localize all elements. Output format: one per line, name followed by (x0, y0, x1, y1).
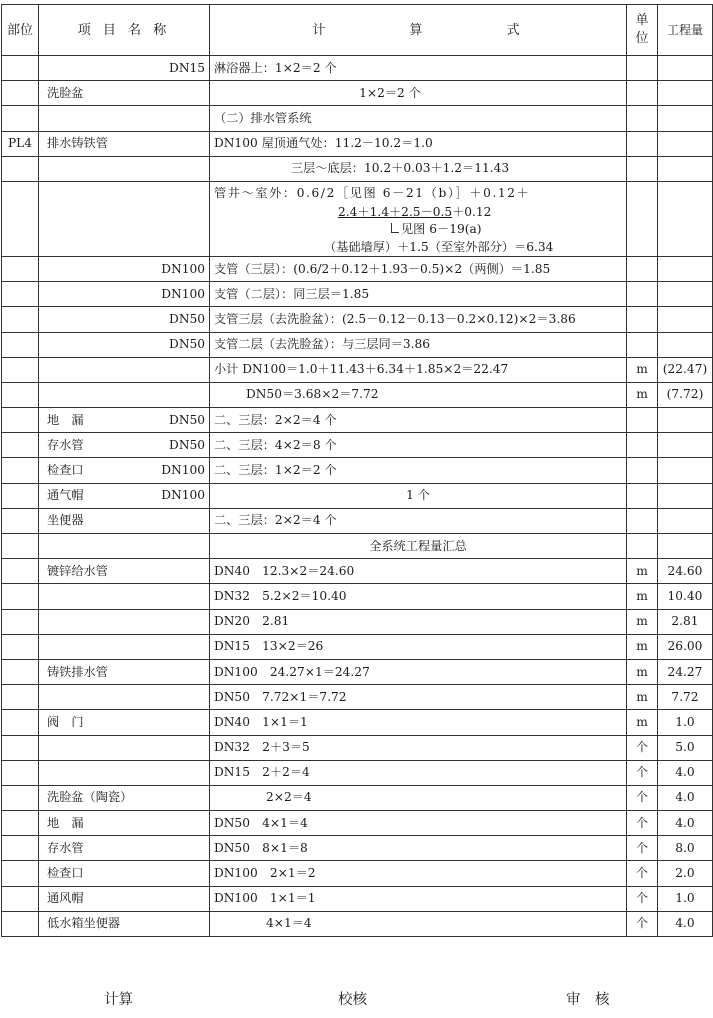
cell-item-name (39, 357, 210, 382)
cell-calculation: 小计 DN100＝1.0＋11.43＋6.34＋1.85×2＝22.47 (210, 357, 627, 382)
cell-calculation: 支管二层（去洗脸盆）：与三层同＝3.86 (210, 332, 627, 357)
table-row (2, 458, 713, 483)
cell-unit: m (627, 584, 658, 609)
cell-quantity: 24.27 (658, 659, 713, 684)
table-row (2, 433, 713, 458)
item-name-wrap (43, 513, 205, 528)
item-spec: DN50 (169, 412, 205, 427)
table-row (2, 760, 713, 785)
cell-unit (627, 56, 658, 81)
cell-item-name (39, 559, 210, 584)
table-row (2, 357, 713, 382)
table-row (2, 534, 713, 559)
cell-calculation: 三层～底层：10.2＋0.03＋1.2＝11.43 (210, 156, 627, 181)
item-spec: DN15 (169, 60, 205, 75)
item-name: 阀 门 (47, 714, 84, 729)
cell-calculation: DN100 1×1＝1 (210, 886, 627, 911)
cell-calculation: 二、三层：1×2＝2 个 (210, 458, 627, 483)
item-spec: DN50 (169, 311, 205, 326)
item-name (43, 312, 47, 327)
cell-unit: m (627, 710, 658, 735)
cell-quantity: 4.0 (658, 760, 713, 785)
cell-quantity: 1.0 (658, 886, 713, 911)
item-spec: DN100 (161, 286, 205, 301)
cell-unit: m (627, 559, 658, 584)
cell-item-name (39, 282, 210, 307)
cell-item-name (39, 735, 210, 760)
cell-quantity: 5.0 (658, 735, 713, 760)
table-header-row (2, 5, 713, 56)
item-name-wrap (43, 463, 205, 478)
item-name-wrap (43, 715, 205, 730)
cell-item-name (39, 106, 210, 131)
cell-calculation: DN50 7.72×1＝7.72 (210, 685, 627, 710)
item-name-wrap (43, 665, 205, 680)
cell-unit: 个 (627, 735, 658, 760)
cell-quantity: 2.0 (658, 861, 713, 886)
cell-unit (627, 332, 658, 357)
cell-calculation: DN50 4×1＝4 (210, 811, 627, 836)
item-name-wrap (43, 61, 205, 76)
cell-calculation: DN50 8×1＝8 (210, 836, 627, 861)
cell-quantity (658, 56, 713, 81)
item-name: 存水管 (47, 840, 84, 855)
cell-item-name (39, 659, 210, 684)
cell-unit (627, 131, 658, 156)
header-quantity: 工程量 (658, 5, 713, 56)
table-row (2, 483, 713, 508)
cell-part (2, 357, 39, 382)
cell-quantity (658, 508, 713, 533)
cell-unit: 个 (627, 911, 658, 936)
cell-calculation: 4×1＝4 (210, 911, 627, 936)
cell-unit (627, 534, 658, 559)
cell-unit (627, 408, 658, 433)
cell-part (2, 886, 39, 911)
header-part: 部位 (2, 5, 39, 56)
cell-calculation: DN20 2.81 (210, 609, 627, 634)
cell-item-name (39, 181, 210, 256)
cell-calculation (210, 181, 627, 256)
cell-unit: m (627, 382, 658, 407)
formula-line-3 (391, 222, 481, 237)
table-row (2, 609, 713, 634)
table-row (2, 81, 713, 106)
cell-part (2, 685, 39, 710)
cell-part (2, 861, 39, 886)
item-name (43, 287, 47, 302)
cell-unit (627, 256, 658, 281)
cell-quantity (658, 181, 713, 256)
item-name-wrap (43, 866, 205, 881)
cell-item-name (39, 483, 210, 508)
cell-unit (627, 81, 658, 106)
item-name: 地 漏 (47, 815, 84, 830)
cell-item-name (39, 458, 210, 483)
cell-part (2, 911, 39, 936)
cell-item-name (39, 382, 210, 407)
cell-item-name (39, 56, 210, 81)
cell-item-name (39, 256, 210, 281)
item-name-wrap (43, 891, 205, 906)
cell-unit: m (627, 685, 658, 710)
table-row (2, 181, 713, 256)
cell-unit: m (627, 357, 658, 382)
cell-calculation: DN100 2×1＝2 (210, 861, 627, 886)
cell-calculation: DN15 13×2＝26 (210, 634, 627, 659)
cell-part (2, 181, 39, 256)
header-item-name: 项 目 名 称 (39, 5, 210, 56)
item-name-wrap (43, 564, 205, 579)
cell-quantity (658, 408, 713, 433)
table-row (2, 861, 713, 886)
table-row (2, 911, 713, 936)
cell-quantity (658, 131, 713, 156)
item-name-wrap (43, 488, 205, 503)
cell-part (2, 559, 39, 584)
cell-unit (627, 282, 658, 307)
table-row (2, 382, 713, 407)
item-name: 检查口 (47, 463, 84, 478)
cell-unit (627, 433, 658, 458)
reference-bracket-icon (391, 223, 399, 233)
table-row (2, 659, 713, 684)
item-name-wrap (43, 262, 205, 277)
cell-quantity (658, 332, 713, 357)
table-row (2, 508, 713, 533)
cell-part (2, 508, 39, 533)
footer-calc-label: 计算 (104, 992, 133, 1008)
calculation-table (1, 4, 713, 937)
item-spec: DN50 (169, 437, 205, 452)
cell-quantity (658, 106, 713, 131)
table-body (2, 56, 713, 937)
item-name: 地 漏 (47, 412, 84, 427)
cell-calculation: DN32 5.2×2＝10.40 (210, 584, 627, 609)
table-row (2, 131, 713, 156)
table-row (2, 584, 713, 609)
cell-part (2, 332, 39, 357)
cell-item-name (39, 584, 210, 609)
cell-item-name (39, 609, 210, 634)
cell-calculation: 支管三层（去洗脸盆）：(2.5－0.12－0.13－0.2×0.12)×2＝3.86 (210, 307, 627, 332)
cell-part (2, 256, 39, 281)
cell-unit: 个 (627, 811, 658, 836)
cell-unit: 个 (627, 785, 658, 810)
cell-part (2, 609, 39, 634)
table-row (2, 685, 713, 710)
header-unit-text: 单位 (635, 13, 649, 46)
formula-line-2 (338, 205, 491, 220)
cell-item-name (39, 911, 210, 936)
cell-calculation: 2×2＝4 (210, 785, 627, 810)
item-name-wrap (43, 438, 205, 453)
cell-part (2, 634, 39, 659)
cell-calculation: DN15 2＋2＝4 (210, 760, 627, 785)
cell-part (2, 534, 39, 559)
cell-item-name (39, 861, 210, 886)
table-row (2, 106, 713, 131)
table-row (2, 282, 713, 307)
cell-quantity: 4.0 (658, 911, 713, 936)
cell-quantity: 8.0 (658, 836, 713, 861)
cell-item-name (39, 81, 210, 106)
item-name: 坐便器 (47, 513, 84, 528)
cell-part (2, 811, 39, 836)
cell-calculation: DN100 屋顶通气处：11.2－10.2＝1.0 (210, 131, 627, 156)
cell-item-name (39, 811, 210, 836)
table-row (2, 710, 713, 735)
cell-part (2, 584, 39, 609)
table-row (2, 332, 713, 357)
cell-quantity: 2.81 (658, 609, 713, 634)
cell-part (2, 433, 39, 458)
formula-line-2-underlined: 2.4＋1.4＋2.5－0.5 (338, 204, 453, 219)
item-name: 通气帽 (47, 488, 84, 503)
item-name (43, 262, 47, 277)
cell-calculation: 二、三层：2×2＝4 个 (210, 508, 627, 533)
item-spec: DN50 (169, 337, 205, 352)
footer-check-label: 校核 (338, 992, 367, 1008)
cell-quantity: 10.40 (658, 584, 713, 609)
cell-calculation: DN100 24.27×1＝24.27 (210, 659, 627, 684)
cell-item-name (39, 508, 210, 533)
cell-calculation: 支管（二层）：同三层＝1.85 (210, 282, 627, 307)
cell-quantity: 1.0 (658, 710, 713, 735)
table-row (2, 156, 713, 181)
cell-part: PL4 (2, 131, 39, 156)
cell-item-name (39, 131, 210, 156)
cell-item-name (39, 307, 210, 332)
cell-calculation: 全系统工程量汇总 (210, 534, 627, 559)
item-name-wrap (43, 413, 205, 428)
cell-unit: m (627, 634, 658, 659)
formula-line-1: 管井～室外：0.6/2［见图 6－21（b）］＋0.12＋ (214, 185, 531, 200)
cell-part (2, 785, 39, 810)
cell-quantity (658, 81, 713, 106)
cell-part (2, 735, 39, 760)
footer-review-label: 审 核 (566, 992, 610, 1008)
cell-unit: m (627, 609, 658, 634)
item-spec: DN100 (161, 488, 205, 503)
cell-unit (627, 106, 658, 131)
item-name-wrap (43, 86, 205, 101)
table-row (2, 307, 713, 332)
cell-unit: m (627, 659, 658, 684)
header-unit (627, 5, 658, 56)
cell-calculation: 二、三层：2×2＝4 个 (210, 408, 627, 433)
cell-part (2, 710, 39, 735)
cell-item-name (39, 886, 210, 911)
cell-part (2, 81, 39, 106)
table-row (2, 56, 713, 81)
cell-calculation: 支管（三层）：(0.6/2＋0.12＋1.93－0.5)×2（两侧）＝1.85 (210, 256, 627, 281)
cell-part (2, 156, 39, 181)
cell-part (2, 382, 39, 407)
cell-quantity (658, 256, 713, 281)
cell-part (2, 483, 39, 508)
item-name (43, 61, 47, 76)
cell-unit: 个 (627, 886, 658, 911)
cell-part (2, 836, 39, 861)
item-name: 排水铸铁管 (47, 136, 108, 151)
cell-item-name (39, 760, 210, 785)
table-row (2, 559, 713, 584)
cell-calculation: 1×2＝2 个 (210, 81, 627, 106)
item-name-wrap (43, 916, 205, 931)
cell-quantity (658, 534, 713, 559)
item-name-wrap (43, 136, 205, 151)
cell-quantity (658, 458, 713, 483)
cell-item-name (39, 685, 210, 710)
cell-unit: 个 (627, 836, 658, 861)
item-name: 存水管 (47, 437, 84, 452)
item-name: 通风帽 (47, 891, 84, 906)
cell-part (2, 760, 39, 785)
item-name-wrap (43, 312, 205, 327)
table-row (2, 785, 713, 810)
cell-unit (627, 156, 658, 181)
cell-quantity: (22.47) (658, 357, 713, 382)
cell-calculation: （二）排水管系统 (210, 106, 627, 131)
table-row (2, 735, 713, 760)
cell-item-name (39, 433, 210, 458)
item-name-wrap (43, 337, 205, 352)
item-name: 镀锌给水管 (47, 563, 108, 578)
table-row (2, 408, 713, 433)
cell-unit (627, 483, 658, 508)
sign-off-footer (0, 988, 713, 1008)
cell-calculation: DN32 2＋3＝5 (210, 735, 627, 760)
item-name: 检查口 (47, 866, 84, 881)
cell-quantity: 26.00 (658, 634, 713, 659)
cell-quantity (658, 433, 713, 458)
cell-quantity (658, 483, 713, 508)
cell-quantity: 24.60 (658, 559, 713, 584)
cell-quantity: 7.72 (658, 685, 713, 710)
cell-calculation: DN40 12.3×2＝24.60 (210, 559, 627, 584)
cell-quantity: 4.0 (658, 785, 713, 810)
item-spec: DN100 (161, 261, 205, 276)
item-name-wrap (43, 816, 205, 831)
cell-calculation: 1 个 (210, 483, 627, 508)
item-name: 铸铁排水管 (47, 664, 108, 679)
cell-unit (627, 307, 658, 332)
cell-calculation: 淋浴器上：1×2＝2 个 (210, 56, 627, 81)
cell-unit: 个 (627, 760, 658, 785)
table-row (2, 811, 713, 836)
cell-item-name (39, 785, 210, 810)
cell-item-name (39, 534, 210, 559)
cell-part (2, 56, 39, 81)
cell-part (2, 307, 39, 332)
cell-quantity: (7.72) (658, 382, 713, 407)
formula-line-2-rest: ＋0.12 (452, 204, 492, 219)
cell-calculation: DN40 1×1＝1 (210, 710, 627, 735)
cell-item-name (39, 156, 210, 181)
cell-calculation: 二、三层：4×2＝8 个 (210, 433, 627, 458)
item-name-wrap (43, 287, 205, 302)
cell-part (2, 659, 39, 684)
cell-item-name (39, 408, 210, 433)
cell-quantity (658, 156, 713, 181)
item-name: 洗脸盆（陶瓷） (47, 790, 133, 805)
cell-item-name (39, 332, 210, 357)
multi-line-formula (210, 182, 626, 256)
cell-part (2, 458, 39, 483)
item-name (43, 337, 47, 352)
cell-quantity (658, 307, 713, 332)
cell-item-name (39, 836, 210, 861)
header-calculation: 计 算 式 (210, 5, 627, 56)
item-name-wrap (43, 790, 205, 805)
cell-unit (627, 508, 658, 533)
formula-reference: 见图 6－19(a) (401, 221, 482, 236)
cell-item-name (39, 634, 210, 659)
cell-part (2, 408, 39, 433)
cell-part (2, 106, 39, 131)
item-name: 低水箱坐便器 (47, 916, 121, 931)
formula-line-4: （基础墙厚）＋1.5（至室外部分）＝6.34 (324, 239, 554, 254)
cell-unit: 个 (627, 861, 658, 886)
cell-part (2, 282, 39, 307)
item-name: 洗脸盆 (47, 85, 84, 100)
table-row (2, 256, 713, 281)
cell-unit (627, 458, 658, 483)
table-row (2, 836, 713, 861)
cell-quantity (658, 282, 713, 307)
item-spec: DN100 (161, 463, 205, 478)
table-row (2, 634, 713, 659)
cell-item-name (39, 710, 210, 735)
table-row (2, 886, 713, 911)
item-name-wrap (43, 841, 205, 856)
cell-quantity: 4.0 (658, 811, 713, 836)
cell-unit (627, 181, 658, 256)
cell-calculation: DN50＝3.68×2＝7.72 (210, 382, 627, 407)
